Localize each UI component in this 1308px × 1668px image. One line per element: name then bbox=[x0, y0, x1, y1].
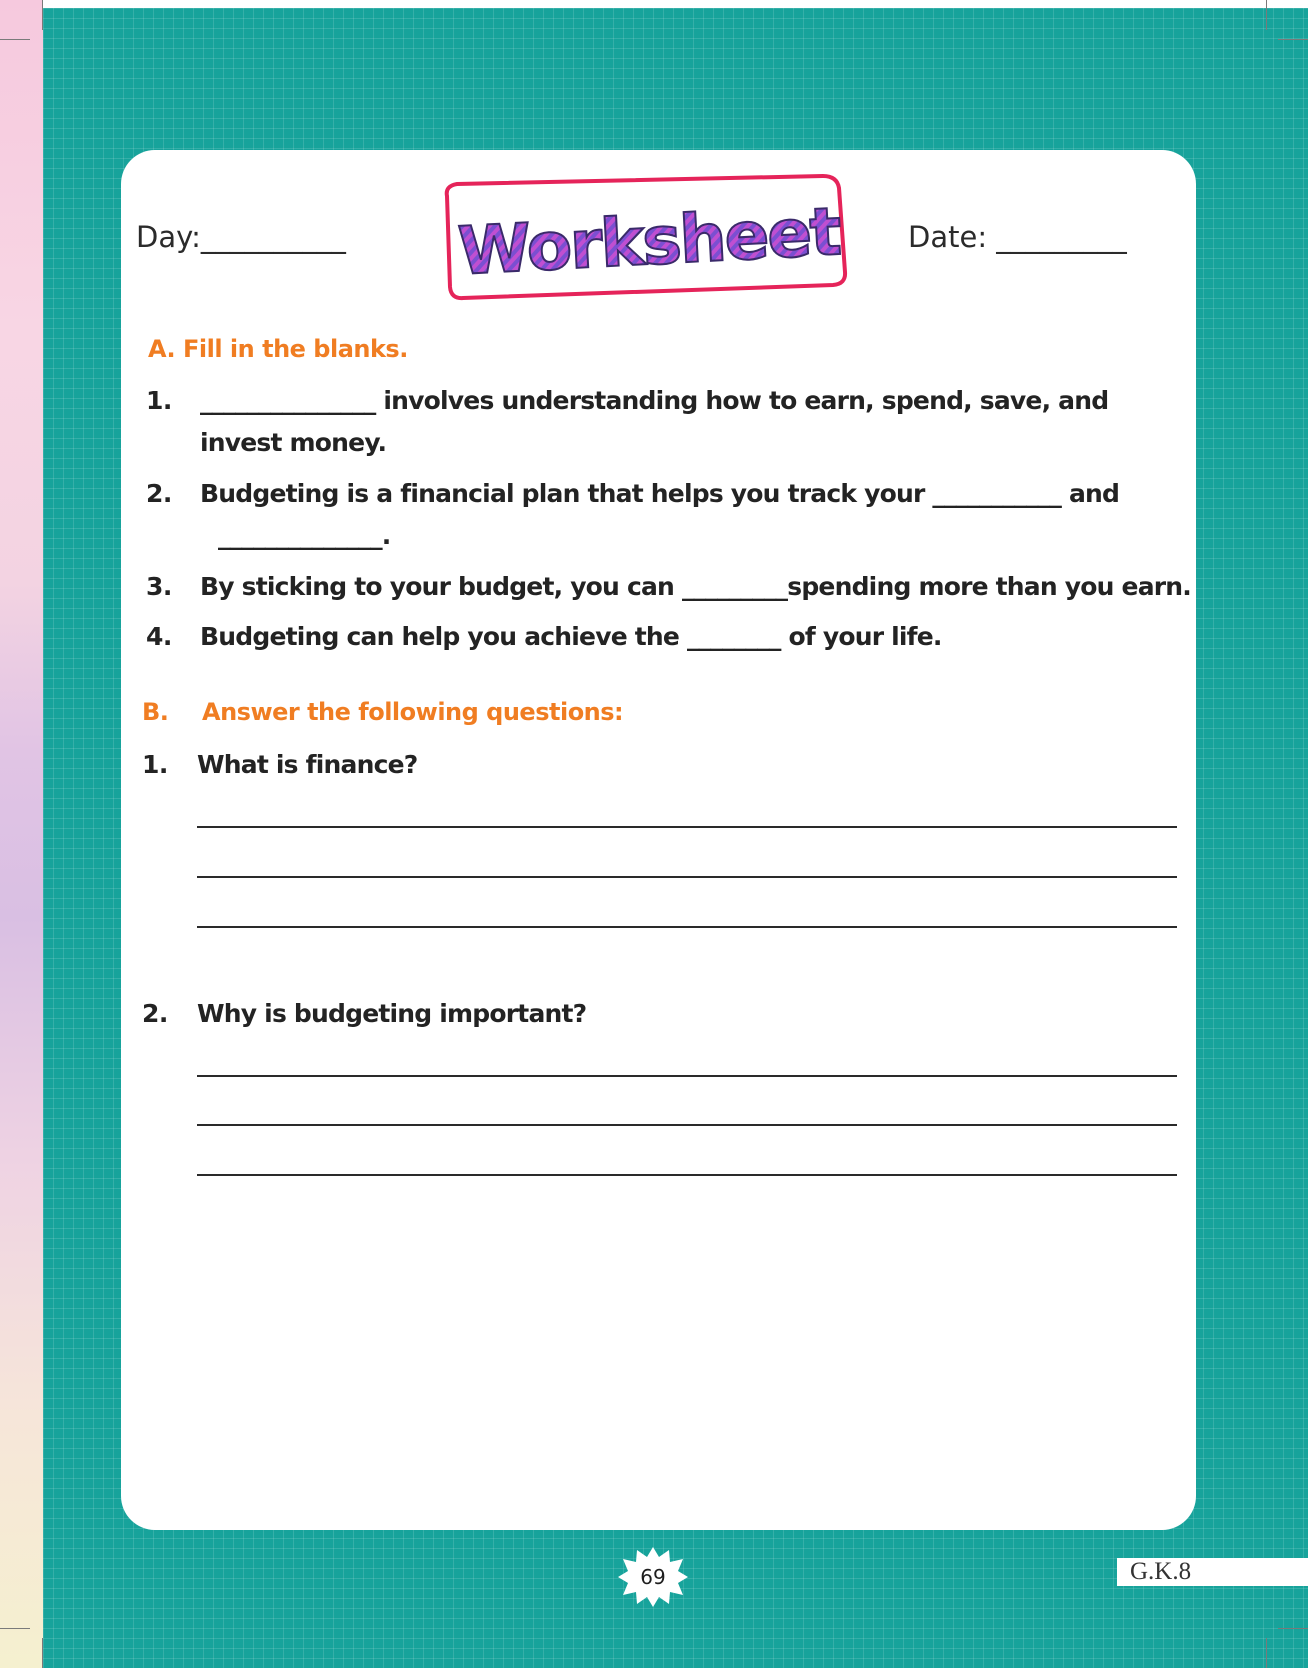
worksheet-title-logo bbox=[441, 174, 859, 302]
crop-mark bbox=[0, 39, 30, 40]
crop-mark bbox=[42, 1638, 43, 1668]
worksheet-logo-graphic bbox=[441, 174, 859, 302]
crop-mark bbox=[1266, 1638, 1267, 1668]
crop-mark bbox=[1278, 39, 1308, 40]
blank-1-text-continued: invest money. bbox=[200, 428, 387, 457]
crop-mark bbox=[0, 1628, 30, 1629]
question-2-number: 2. bbox=[142, 999, 168, 1028]
blank-2-text-continued: ______________. bbox=[218, 521, 391, 550]
section-b-letter: B. bbox=[142, 698, 169, 726]
answer-line[interactable] bbox=[197, 876, 1177, 878]
blank-2-text: Budgeting is a financial plan that helps you track your ___________ and bbox=[200, 479, 1120, 508]
question-1-text: What is finance? bbox=[197, 750, 418, 779]
blank-1-text: _______________ involves understanding how to earn, spend, save, and bbox=[200, 386, 1109, 415]
answer-line[interactable] bbox=[197, 1075, 1177, 1077]
blank-3-number: 3. bbox=[146, 572, 172, 601]
book-code: G.K.8 bbox=[1130, 1558, 1192, 1585]
page-number: 69 bbox=[640, 1565, 666, 1589]
question-2-text: Why is budgeting important? bbox=[197, 999, 587, 1028]
date-field[interactable]: Date: _________ bbox=[908, 220, 1127, 254]
worksheet-logo-text: Worksheet bbox=[456, 193, 842, 290]
answer-line[interactable] bbox=[197, 926, 1177, 928]
day-field[interactable]: Day:__________ bbox=[136, 220, 346, 254]
blank-4-text: Budgeting can help you achieve the ________ of your life. bbox=[200, 622, 942, 651]
answer-line[interactable] bbox=[197, 826, 1177, 828]
crop-mark bbox=[1266, 0, 1267, 30]
blank-2-number: 2. bbox=[146, 479, 172, 508]
answer-line[interactable] bbox=[197, 1174, 1177, 1176]
crop-mark bbox=[42, 0, 43, 30]
section-b-heading: Answer the following questions: bbox=[202, 698, 624, 726]
blank-4-number: 4. bbox=[146, 622, 172, 651]
left-decorative-strip bbox=[0, 0, 43, 1668]
crop-mark bbox=[1278, 1628, 1308, 1629]
answer-line[interactable] bbox=[197, 1124, 1177, 1126]
blank-3-text: By sticking to your budget, you can _________spending more than you earn. bbox=[200, 572, 1192, 601]
section-a-heading: A. Fill in the blanks. bbox=[148, 335, 408, 363]
blank-1-number: 1. bbox=[146, 386, 172, 415]
question-1-number: 1. bbox=[142, 750, 168, 779]
